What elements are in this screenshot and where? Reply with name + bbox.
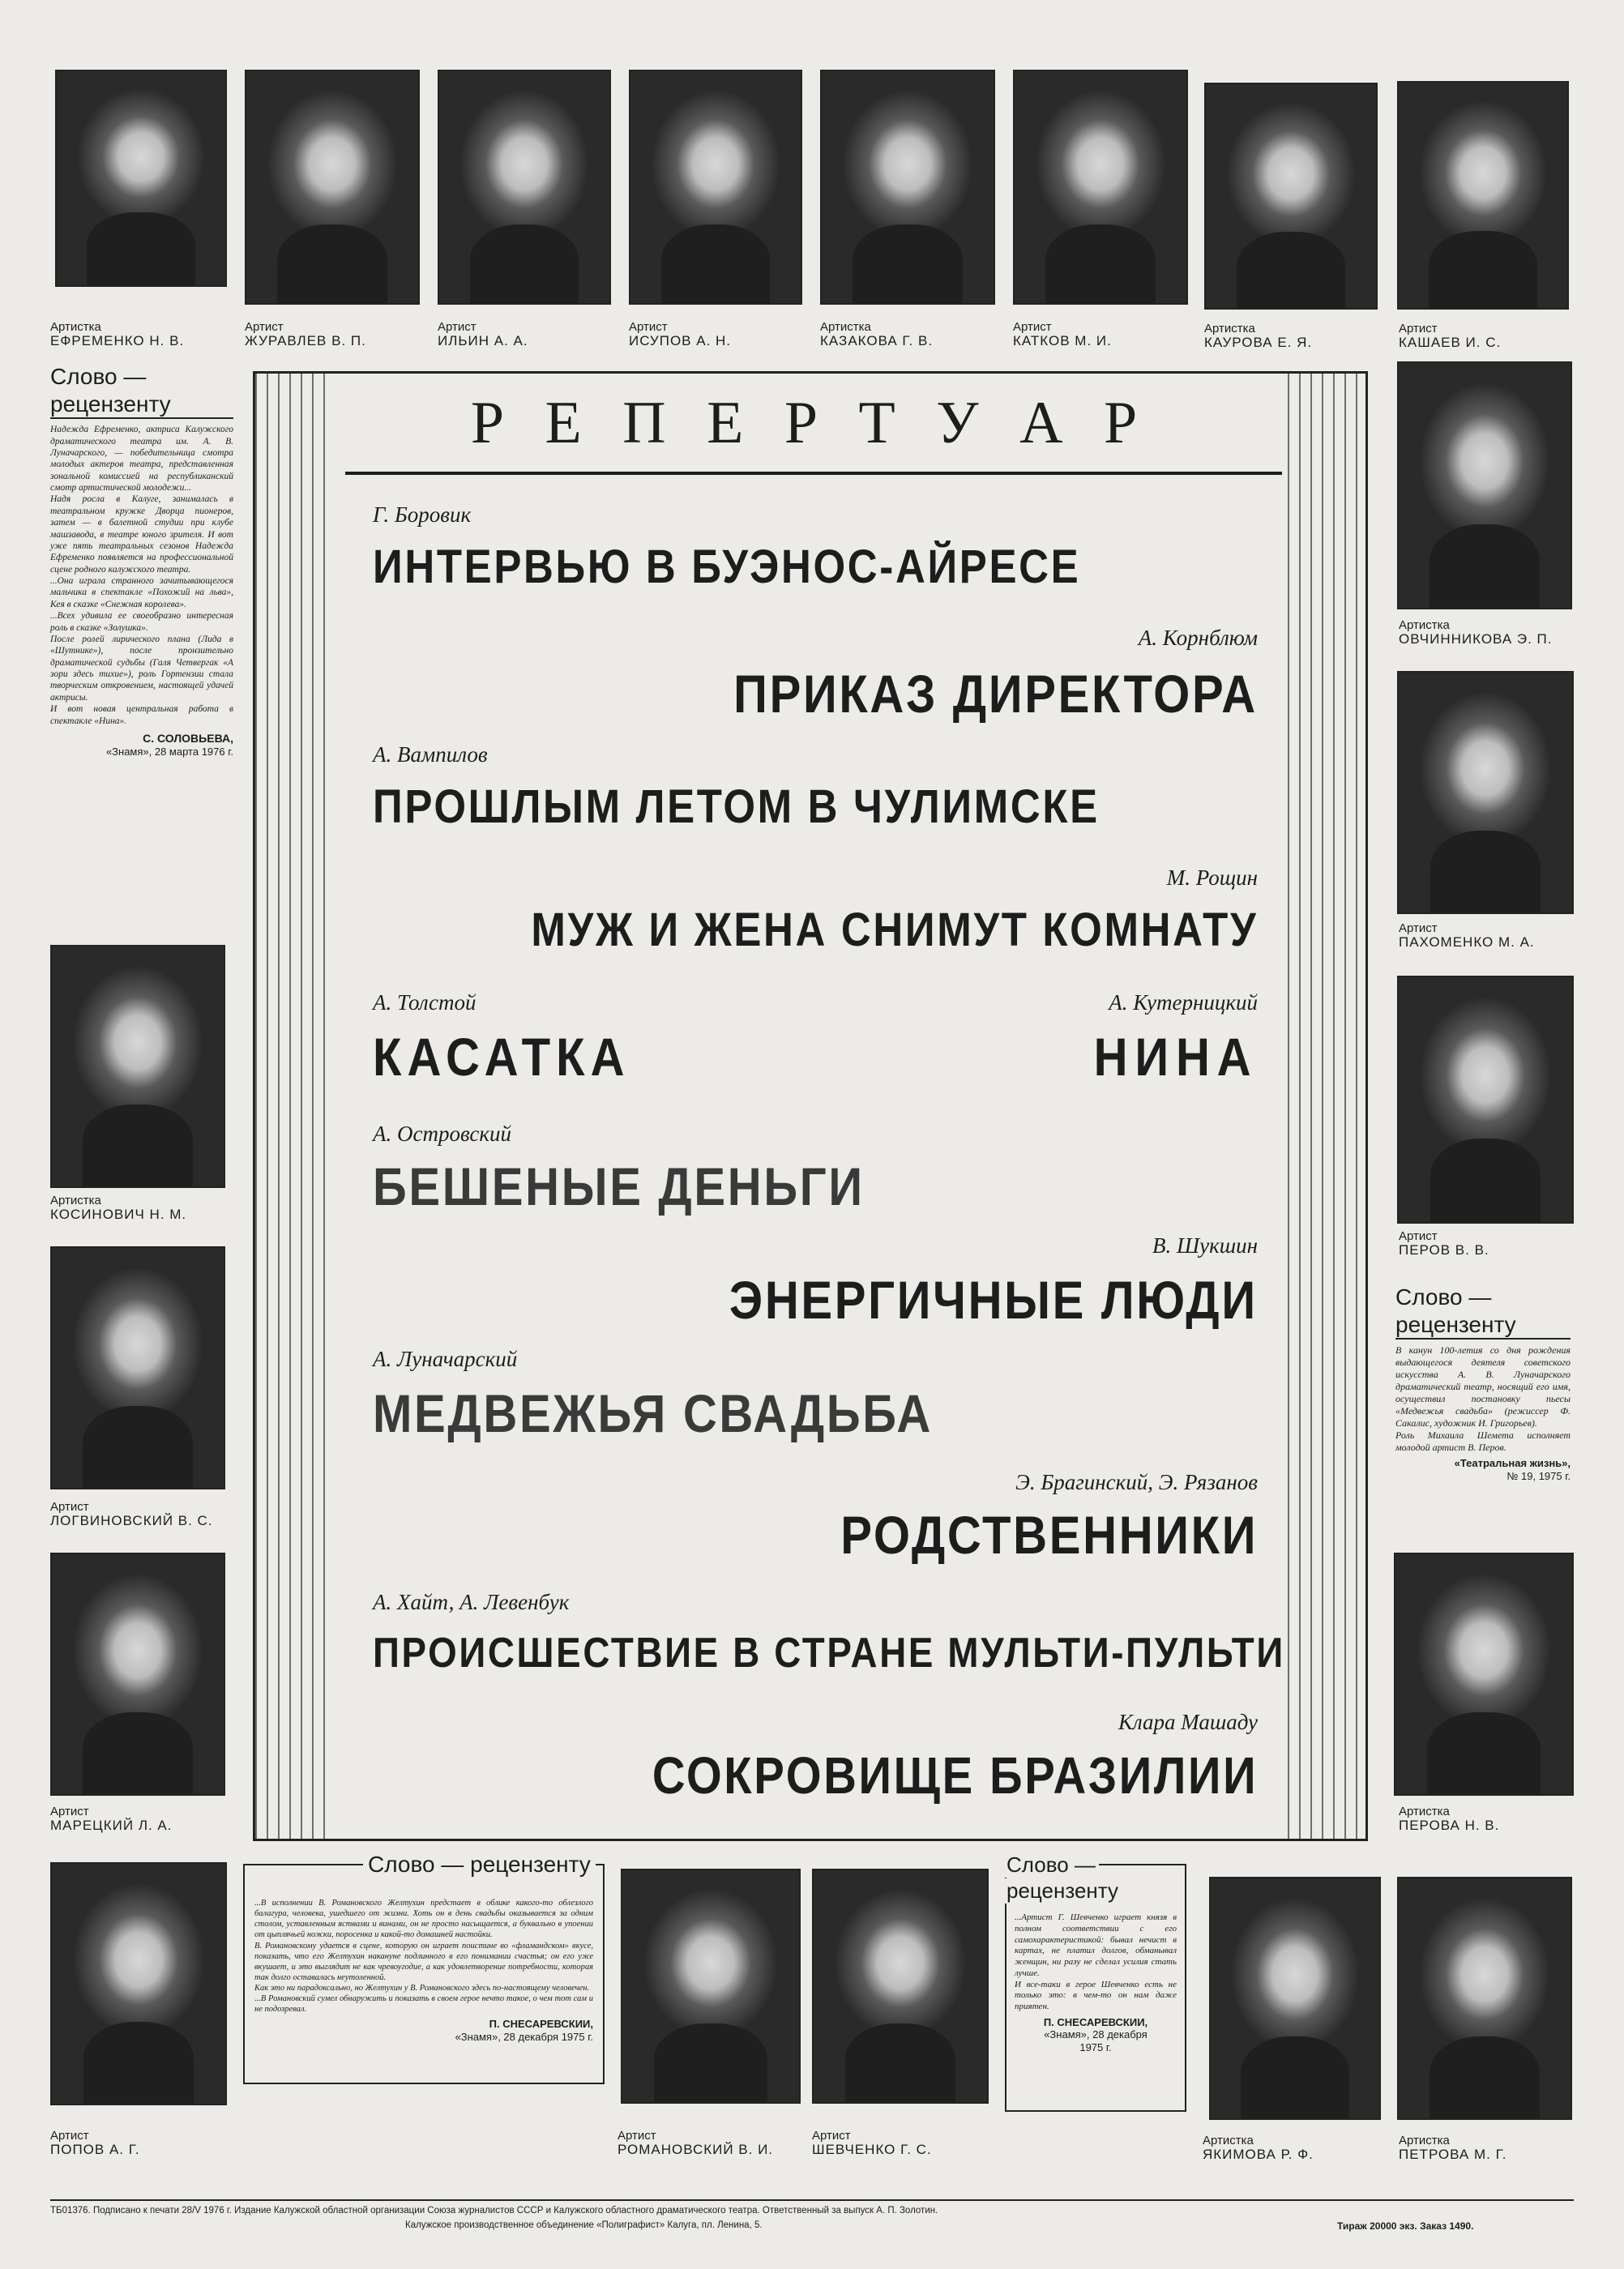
- portrait-photo: [50, 945, 225, 1188]
- play-title: МУЖ И ЖЕНА СНИМУТ КОМНАТУ: [530, 904, 1258, 956]
- portrait-caption: Артистка КОСИНОВИЧ Н. М.: [50, 1194, 187, 1222]
- review-title: Слово — рецензенту: [363, 1851, 596, 1878]
- play-author: М. Рощин: [1166, 865, 1258, 890]
- portrait-photo: [1397, 671, 1574, 914]
- portrait-caption: Артист КАШАЕВ И. С.: [1399, 322, 1502, 350]
- review-title: рецензенту: [1003, 1878, 1122, 1904]
- play-author: А. Кутерницкий: [1109, 990, 1258, 1015]
- portrait-photo: [1013, 70, 1188, 305]
- review-source: «Знамя», 28 декабря 1975 г.: [455, 2030, 593, 2043]
- portrait-caption: Артист ЖУРАВЛЕВ В. П.: [245, 320, 366, 348]
- play-title: РОДСТВЕННИКИ: [840, 1505, 1258, 1565]
- portrait-photo: [812, 1869, 989, 2104]
- portrait-caption: Артистка КАЗАКОВА Г. В.: [820, 320, 934, 348]
- play-author: А. Толстой: [373, 990, 477, 1015]
- review-title: Слово —: [50, 364, 147, 389]
- curtain-left: [255, 374, 333, 1839]
- portrait-photo: [1397, 81, 1569, 310]
- play-author: Э. Брагинский, Э. Рязанов: [1015, 1470, 1258, 1494]
- review-title: рецензенту: [1395, 1311, 1571, 1340]
- play-author: Г. Боровик: [373, 502, 472, 527]
- imprint-line-1: ТБ01376. Подписано к печати 28/V 1976 г. Издание Калужской областной организации Союза журналистов СССР и Калужского областного драматического театра. Ответственный за выпуск А. П. Золотин.: [50, 2206, 938, 2216]
- portrait-caption: Артистка ПЕРОВА Н. В.: [1399, 1805, 1500, 1833]
- play-title: ПРОШЛЫМ ЛЕТОМ В ЧУЛИМСКЕ: [373, 780, 1100, 833]
- play-author: А. Островский: [373, 1122, 511, 1146]
- repertoire-heading: Р Е П Е Р Т У А Р: [470, 390, 1151, 456]
- play-author: А. Луначарский: [373, 1347, 518, 1371]
- play-title: ПРОИСШЕСТВИЕ В СТРАНЕ МУЛЬТИ-ПУЛЬТИ: [373, 1630, 1285, 1677]
- review-right: [1395, 1284, 1571, 1482]
- footer-rule: [50, 2199, 1574, 2201]
- portrait-photo: [50, 1553, 225, 1796]
- play-author: А. Хайт, А. Левенбук: [373, 1590, 570, 1614]
- portrait-caption: Артист ПЕРОВ В. В.: [1399, 1229, 1489, 1258]
- play-author: А. Вампилов: [373, 742, 488, 767]
- portrait-caption: Артистка ПЕТРОВА М. Г.: [1399, 2134, 1507, 2162]
- review-signature: «Театральная жизнь»,: [1454, 1457, 1571, 1470]
- review-signature: С. СОЛОВЬЕВА,: [143, 731, 233, 745]
- portrait-photo: [1397, 1877, 1572, 2120]
- portrait-caption: Артистка ЕФРЕМЕНКО Н. В.: [50, 320, 185, 348]
- print-run: Тираж 20000 экз. Заказ 1490.: [1337, 2220, 1474, 2232]
- portrait-photo: [1397, 976, 1574, 1224]
- portrait-caption: Артистка КАУРОВА Е. Я.: [1204, 322, 1313, 350]
- review-bottom-left: [243, 1852, 605, 2084]
- play-title: ЭНЕРГИЧНЫЕ ЛЮДИ: [729, 1270, 1258, 1330]
- review-bottom-right: [1005, 1852, 1186, 2112]
- play-title: ПРИКАЗ ДИРЕКТОРА: [733, 664, 1258, 724]
- review-signature: П. СНЕСАРЕВСКИИ,: [489, 2018, 593, 2031]
- portrait-photo: [621, 1869, 801, 2104]
- review-signature: П. СНЕСАРЕВСКИИ,: [1043, 2015, 1148, 2028]
- play-title: НИНА: [1093, 1027, 1258, 1087]
- play-author: В. Шукшин: [1152, 1233, 1258, 1258]
- portrait-caption: Артист ШЕВЧЕНКО Г. С.: [812, 2129, 932, 2157]
- portrait-caption: Артистка ЯКИМОВА Р. Ф.: [1203, 2134, 1314, 2162]
- play-title: ИНТЕРВЬЮ В БУЭНОС-АЙРЕСЕ: [373, 541, 1081, 593]
- portrait-caption: Артист ИЛЬИН А. А.: [438, 320, 528, 348]
- play-title: МЕДВЕЖЬЯ СВАДЬБА: [373, 1383, 934, 1443]
- curtain-right: [1288, 374, 1365, 1839]
- portrait-photo: [50, 1862, 227, 2105]
- portrait-photo: [1397, 361, 1572, 609]
- review-body: ...Артист Г. Шевченко играет князя в полном соответствии с его самохарактеристикой: бывал нечист в картах, не платил долгов, обманывал женщин, ни разу не сделал усилия стать лучше. И все-таки в герое Шевченко есть не только это: в чем-то он нам даже приятен.: [1015, 1912, 1177, 2011]
- play-title: БЕШЕНЫЕ ДЕНЬГИ: [373, 1156, 865, 1216]
- portrait-photo: [629, 70, 802, 305]
- review-year: 1975 г.: [1079, 2040, 1112, 2053]
- portrait-caption: Артист ПОПОВ А. Г.: [50, 2129, 140, 2157]
- portrait-photo: [50, 1246, 225, 1489]
- portrait-photo: [55, 70, 227, 287]
- review-title: Слово —: [1395, 1284, 1492, 1310]
- review-body: ...В исполнении В. Романовского Желтухин предстает в облике какого-то облезлого балагура, человека, ушедшего от жизни. Хоть он в день свадьбы оказывается за одним столом, уставленным яствами и винами, он не просто насыщается, а буквально в упоении от цыплячьей ножки, поросенка и какой-то домашней настойки. В. Романовскому удается в сцене, которую он играет поистине во «фламандском» вкусе, показать, что его Желтухин накануне подлинного в его понимании счастья; он его уже вкушает, и это выглядит не как чревоугодие, а как удовлетворение потребности, которая так долго оставалась неутоленной. Как это ни парадоксально, но Желтухин у В. Романовского здесь по-настоящему человечен. ...В Романовский сумел обнаружить и показать в своем герое нечто такое, о чем тот сам и не подозревал.: [254, 1899, 593, 2015]
- portrait-caption: Артист РОМАНОВСКИЙ В. И.: [618, 2129, 774, 2157]
- portrait-caption: Артистка ОВЧИННИКОВА Э. П.: [1399, 618, 1553, 647]
- portrait-photo: [1204, 83, 1378, 310]
- imprint-line-2: Калужское производственное объединение «Полиграфист» Калуга, пл. Ленина, 5.: [405, 2220, 763, 2230]
- review-body: Надежда Ефременко, актриса Калужского драматического театра им. А. В. Луначарского, — победительница смотра молодых актеров театра, представленная зональной комиссией на республиканский смотр артистической молодежи... Надя росла в Калуге, занималась в театральном кружке Дворца пионеров, затем — в балетной студии при клубе машзавода, в театре юного зрителя. И вот уже пять театральных сезонов Надежда Ефременко появляется на профессиональной сцене родного калужского театра. ...Она играла странного зачитывающегося мальчика в спектакле «Похожий на льва», Кея в сказке «Снежная королева». ...Всех удивила ее своеобразно интересная роль в сказке «Золушка». После ролей лирического плана (Лида в «Шутнике»), после пронзительно драматической судьбы (Галя Четвергак «А зори здесь тихие»), роль Гортензии стала творческим откровением, настоящей удачей актрисы. И вот новая центральная работа в спектакле «Нина».: [50, 425, 233, 726]
- play-title: СОКРОВИЩЕ БРАЗИЛИИ: [652, 1746, 1258, 1805]
- review-source: «Знамя», 28 марта 1976 г.: [105, 745, 233, 758]
- play-author: Клара Машаду: [1118, 1710, 1258, 1734]
- portrait-photo: [1209, 1877, 1381, 2120]
- review-title: рецензенту: [50, 391, 233, 420]
- portrait-photo: [820, 70, 995, 305]
- review-title: Слово —: [1003, 1852, 1099, 1878]
- portrait-photo: [245, 70, 420, 305]
- portrait-caption: Артист ПАХОМЕНКО М. А.: [1399, 921, 1535, 950]
- review-body: В канун 100-летия со дня рождения выдающегося деятеля советского искусства А. В. Луначарского драматический театр, носящий его имя, осуществил постановку пьесы «Медвежья свадьба» (режиссер Ф. Сакалис, художник И. Григорьев). Роль Михаила Шемета исполняет молодой артист В. Перов.: [1395, 1344, 1571, 1454]
- portrait-photo: [438, 70, 611, 305]
- portrait-caption: Артист ИСУПОВ А. Н.: [629, 320, 732, 348]
- heading-rule: [345, 472, 1282, 475]
- review-source: № 19, 1975 г.: [1506, 1469, 1571, 1482]
- play-title: КАСАТКА: [373, 1027, 630, 1087]
- play-author: А. Корнблюм: [1138, 626, 1258, 650]
- portrait-photo: [1394, 1553, 1574, 1796]
- review-left: [50, 363, 233, 758]
- portrait-caption: Артист ЛОГВИНОВСКИЙ В. С.: [50, 1500, 213, 1528]
- review-source: «Знамя», 28 декабря: [1044, 2028, 1147, 2041]
- portrait-caption: Артист КАТКОВ М. И.: [1013, 320, 1112, 348]
- portrait-caption: Артист МАРЕЦКИЙ Л. А.: [50, 1805, 173, 1833]
